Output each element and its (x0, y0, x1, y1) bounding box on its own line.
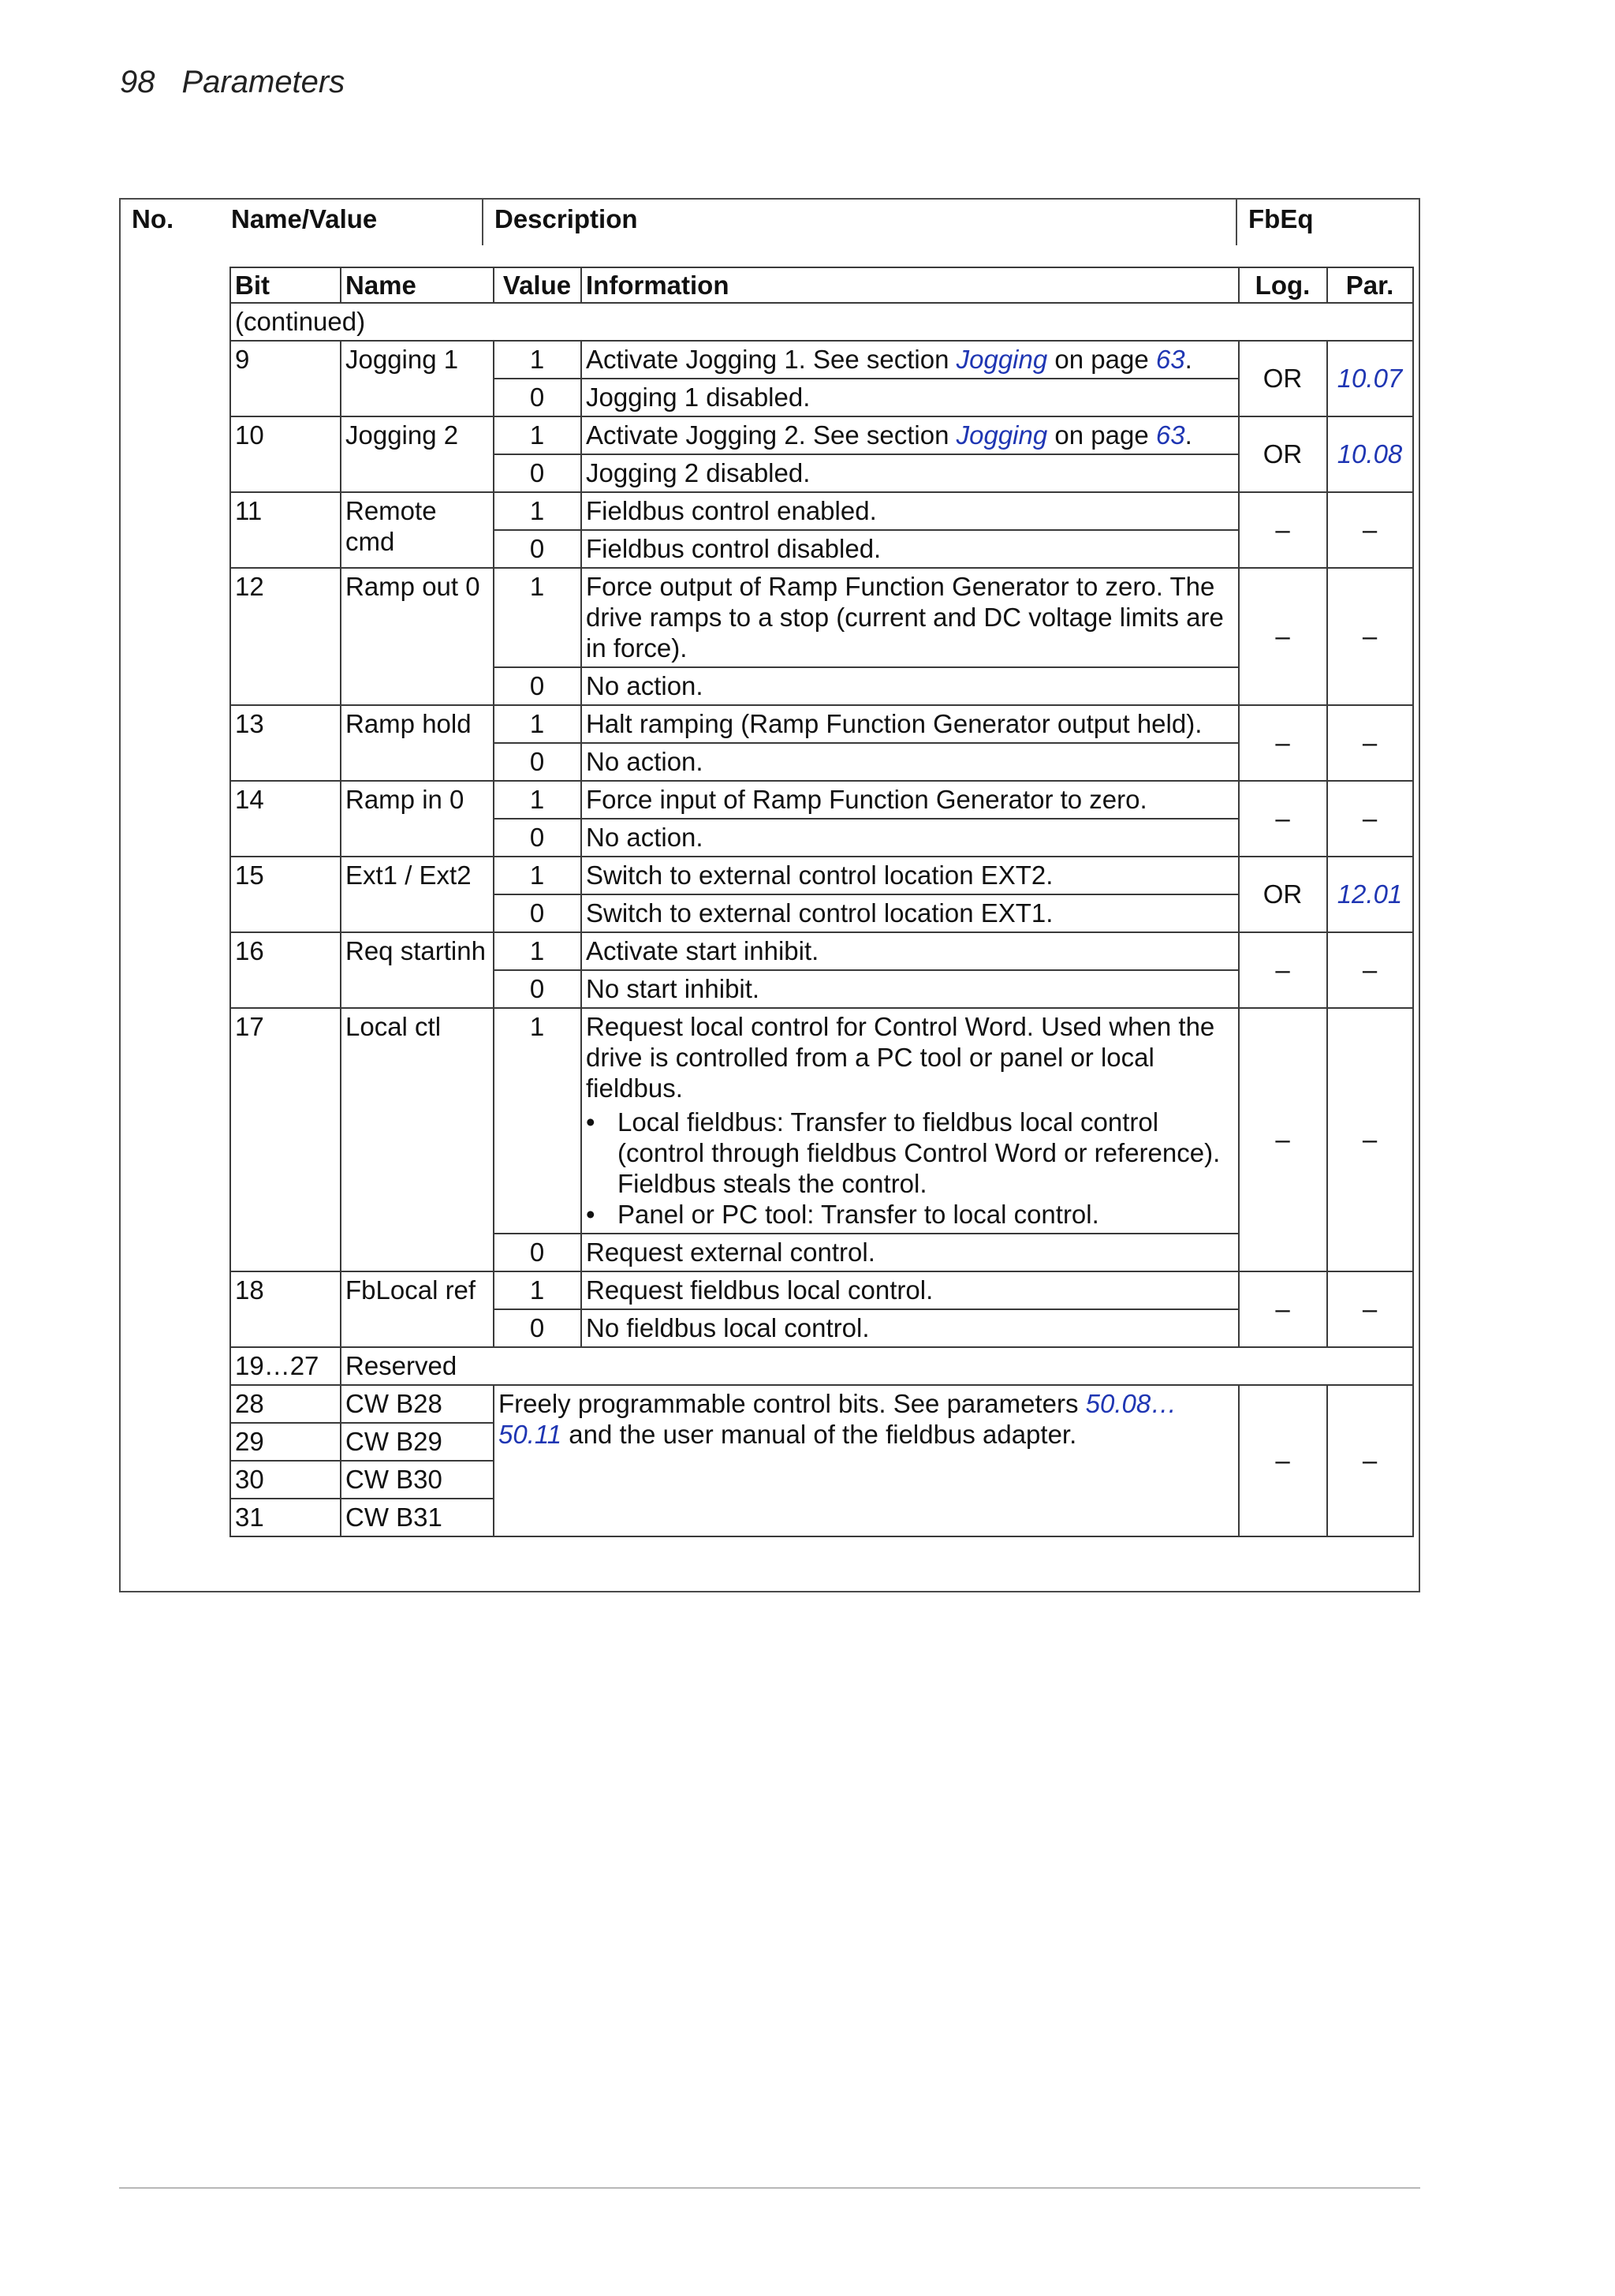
bit-number: 17 (230, 1008, 341, 1271)
bit-name: Req startinh (341, 932, 494, 1008)
continued-label: (continued) (230, 303, 1413, 341)
info-text: . (1184, 345, 1192, 374)
table-row (230, 416, 1413, 454)
fbeq-par-link[interactable]: 12.01 (1327, 857, 1413, 932)
bit-information: Jogging 2 disabled. (581, 454, 1239, 492)
info-text: Request local control for Control Word. Used when the drive is controlled from a PC tool or panel or local fieldbus. (586, 1012, 1215, 1103)
table-row (230, 1347, 1413, 1385)
table-row (230, 492, 1413, 530)
bit-name: CW B30 (341, 1461, 494, 1499)
bit-number: 15 (230, 857, 341, 932)
link-param-50-11[interactable]: 50.11 (498, 1420, 562, 1449)
bit-value: 1 (494, 857, 581, 894)
col-par: Par. (1327, 267, 1413, 303)
bit-number: 30 (230, 1461, 341, 1499)
bit-value: 0 (494, 819, 581, 857)
bit-number: 9 (230, 341, 341, 416)
info-text: Activate Jogging 2. See section (586, 420, 957, 450)
fbeq-par-link[interactable]: 10.08 (1327, 416, 1413, 492)
bit-value: 1 (494, 492, 581, 530)
bit-information: No start inhibit. (581, 970, 1239, 1008)
bit-number: 18 (230, 1271, 341, 1347)
info-text: Freely programmable control bits. See parameters (498, 1389, 1086, 1418)
bit-name: Jogging 2 (341, 416, 494, 492)
fbeq-log: OR (1239, 416, 1327, 492)
page-header (120, 65, 345, 100)
bit-information: Request fieldbus local control. (581, 1271, 1239, 1309)
range-ellipsis: … (1151, 1389, 1177, 1418)
bit-name: Ramp hold (341, 705, 494, 781)
table-row (230, 1271, 1413, 1309)
bit-information: Force input of Ramp Function Generator to zero. (581, 781, 1239, 819)
fbeq-par: – (1327, 705, 1413, 781)
bit-number: 10 (230, 416, 341, 492)
col-bit: Bit (230, 267, 341, 303)
fbeq-log: – (1239, 1271, 1327, 1347)
info-text: Activate Jogging 1. See section (586, 345, 957, 374)
footer-rule (119, 2187, 1420, 2189)
info-text: . (1184, 420, 1192, 450)
bullet-item: • Local fieldbus: Transfer to fieldbus local control (control through fieldbus Control Word or reference). Fieldbus steals the control. (617, 1107, 1233, 1199)
bit-number: 13 (230, 705, 341, 781)
bit-value: 0 (494, 1309, 581, 1347)
bit-number: 19…27 (230, 1347, 341, 1385)
bit-name: CW B29 (341, 1423, 494, 1461)
fbeq-par: – (1327, 1008, 1413, 1271)
table-row (230, 568, 1413, 667)
bit-name: Jogging 1 (341, 341, 494, 416)
link-param-50-08[interactable]: 50.08 (1085, 1389, 1151, 1418)
fbeq-par: – (1327, 932, 1413, 1008)
col-value: Value (494, 267, 581, 303)
fbeq-log: – (1239, 1008, 1327, 1271)
bit-information: No fieldbus local control. (581, 1309, 1239, 1347)
bit-information: Switch to external control location EXT1. (581, 894, 1239, 932)
bit-information: Jogging 1 disabled. (581, 379, 1239, 416)
bit-value: 1 (494, 416, 581, 454)
bit-number: 11 (230, 492, 341, 568)
fbeq-log: OR (1239, 857, 1327, 932)
bit-value: 1 (494, 932, 581, 970)
section-title: Parameters (181, 65, 345, 99)
bit-information (581, 416, 1239, 454)
fbeq-log: – (1239, 932, 1327, 1008)
link-page-63[interactable]: 63 (1155, 345, 1185, 374)
col-information: Information (581, 267, 1239, 303)
table-row (230, 705, 1413, 743)
fbeq-log: – (1239, 492, 1327, 568)
col-no: No. (132, 204, 174, 233)
fbeq-par-link[interactable]: 10.07 (1327, 341, 1413, 416)
fbeq-log: – (1239, 705, 1327, 781)
table-row (230, 341, 1413, 379)
continued-row (230, 303, 1413, 341)
bit-information (581, 1008, 1239, 1234)
info-text: on page (1047, 420, 1156, 450)
bit-name: Ext1 / Ext2 (341, 857, 494, 932)
bit-value: 1 (494, 341, 581, 379)
bit-information: Fieldbus control disabled. (581, 530, 1239, 568)
bit-value: 0 (494, 1234, 581, 1271)
table-row (230, 857, 1413, 894)
bit-name: CW B28 (341, 1385, 494, 1423)
col-log: Log. (1239, 267, 1327, 303)
fbeq-par: – (1327, 568, 1413, 705)
col-fbeq: FbEq (1236, 200, 1313, 245)
bit-information: Fieldbus control enabled. (581, 492, 1239, 530)
page-number: 98 (120, 65, 155, 99)
link-jogging[interactable]: Jogging (956, 345, 1048, 374)
table-row (230, 781, 1413, 819)
bit-information (494, 1385, 1239, 1536)
bit-value: 1 (494, 1271, 581, 1309)
bit-information: No action. (581, 667, 1239, 705)
fbeq-log: – (1239, 1385, 1327, 1536)
bit-name: Ramp in 0 (341, 781, 494, 857)
bit-number: 29 (230, 1423, 341, 1461)
table-row (230, 1385, 1413, 1423)
bit-information: Request external control. (581, 1234, 1239, 1271)
bit-number: 28 (230, 1385, 341, 1423)
col-description: Description (482, 200, 638, 245)
bit-value: 0 (494, 667, 581, 705)
fbeq-log: – (1239, 568, 1327, 705)
bit-number: 14 (230, 781, 341, 857)
bit-value: 1 (494, 705, 581, 743)
bit-value: 0 (494, 970, 581, 1008)
bit-name: FbLocal ref (341, 1271, 494, 1347)
bit-value: 0 (494, 530, 581, 568)
bit-name: CW B31 (341, 1499, 494, 1536)
bit-value: 1 (494, 1008, 581, 1234)
bits-table-header (230, 267, 1413, 303)
fbeq-log: – (1239, 781, 1327, 857)
fbeq-par: – (1327, 1385, 1413, 1536)
bit-name: Reserved (341, 1347, 1413, 1385)
fbeq-log: OR (1239, 341, 1327, 416)
bit-information: Halt ramping (Ramp Function Generator output held). (581, 705, 1239, 743)
info-text: and the user manual of the fieldbus adapter. (561, 1420, 1077, 1449)
fbeq-par: – (1327, 1271, 1413, 1347)
bit-information: Activate start inhibit. (581, 932, 1239, 970)
control-word-bits-table (229, 267, 1414, 1537)
col-name-value: Name/Value (231, 204, 378, 233)
col-name: Name (341, 267, 494, 303)
bit-name: Remote cmd (341, 492, 494, 568)
bit-information: No action. (581, 743, 1239, 781)
bit-name: Ramp out 0 (341, 568, 494, 705)
bullet-list (586, 1107, 1233, 1230)
link-jogging[interactable]: Jogging (956, 420, 1048, 450)
link-page-63[interactable]: 63 (1155, 420, 1185, 450)
bit-value: 1 (494, 781, 581, 819)
info-text: on page (1047, 345, 1156, 374)
table-row (230, 932, 1413, 970)
bit-name: Local ctl (341, 1008, 494, 1271)
bit-value: 0 (494, 454, 581, 492)
bullet-item: • Panel or PC tool: Transfer to local control. (617, 1199, 1233, 1230)
parameter-table-header (121, 200, 1419, 247)
table-row (230, 1008, 1413, 1234)
bit-information: No action. (581, 819, 1239, 857)
bit-information (581, 341, 1239, 379)
parameter-table (119, 198, 1420, 1592)
bit-value: 0 (494, 743, 581, 781)
bit-value: 0 (494, 379, 581, 416)
bit-number: 31 (230, 1499, 341, 1536)
fbeq-par: – (1327, 492, 1413, 568)
bit-value: 0 (494, 894, 581, 932)
bit-value: 1 (494, 568, 581, 667)
bit-information: Switch to external control location EXT2. (581, 857, 1239, 894)
fbeq-par: – (1327, 781, 1413, 857)
bit-information: Force output of Ramp Function Generator to zero. The drive ramps to a stop (current and DC voltage limits are in force). (581, 568, 1239, 667)
bit-number: 16 (230, 932, 341, 1008)
bit-number: 12 (230, 568, 341, 705)
